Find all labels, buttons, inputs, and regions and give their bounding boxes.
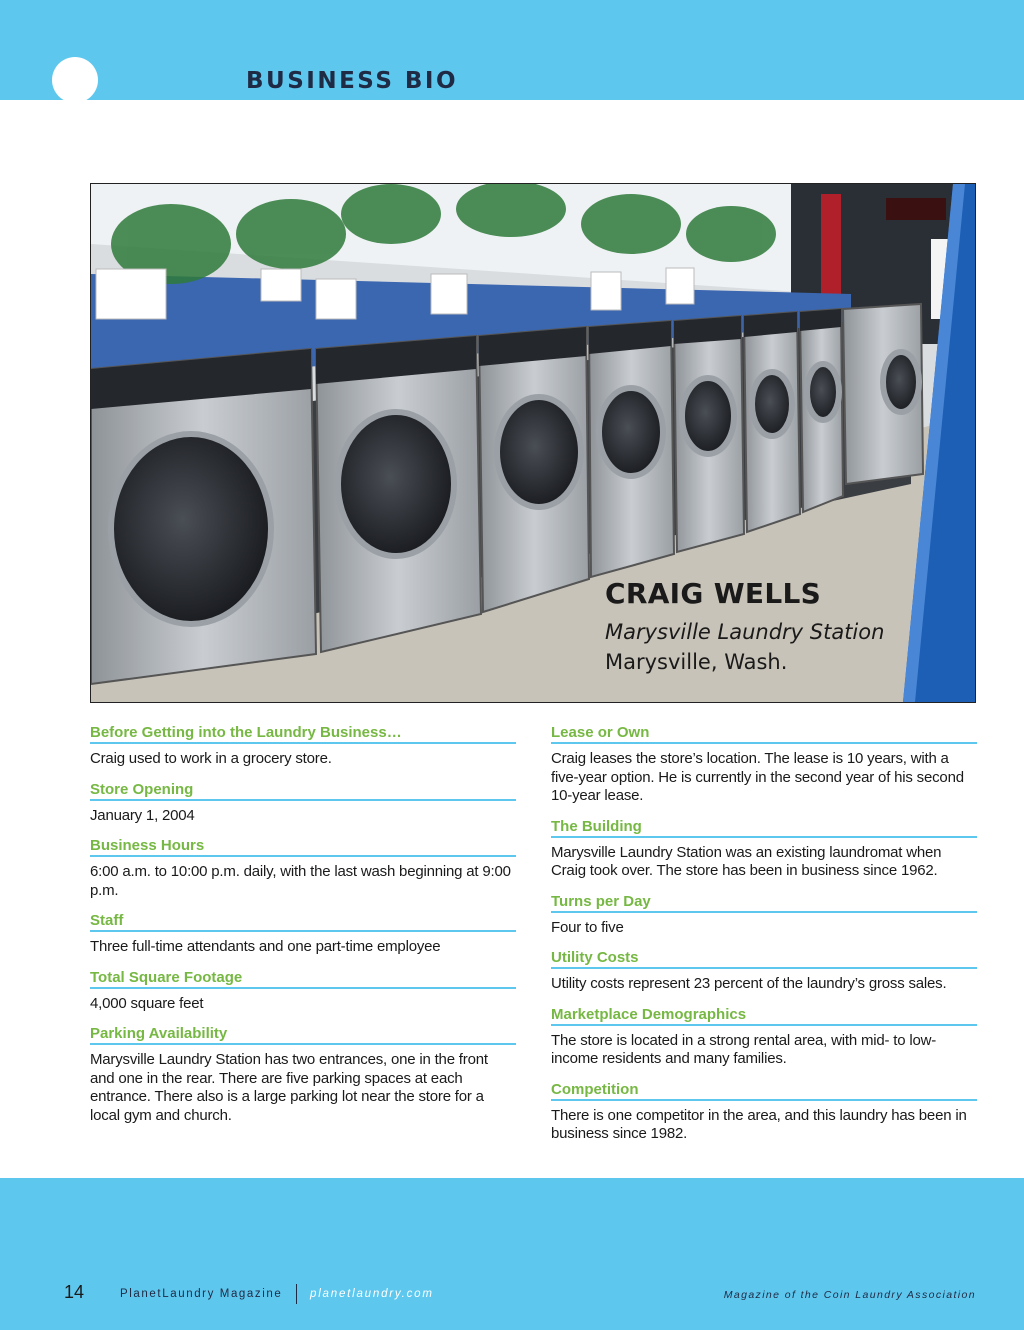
store-city: Marysville, Wash. bbox=[605, 650, 788, 674]
bio-item-heading: Total Square Footage bbox=[90, 969, 516, 989]
store-name: Marysville Laundry Station bbox=[605, 620, 885, 644]
bio-item-heading: Utility Costs bbox=[551, 949, 977, 969]
bio-item bbox=[551, 1081, 977, 1144]
left-column bbox=[90, 724, 516, 1137]
magazine-name: PlanetLaundry Magazine bbox=[120, 1288, 283, 1300]
bio-item-heading: Marketplace Demographics bbox=[551, 1006, 977, 1026]
bio-item bbox=[90, 912, 516, 957]
bio-item-body: January 1, 2004 bbox=[90, 806, 195, 824]
bio-item bbox=[551, 893, 977, 938]
bio-item bbox=[90, 1025, 516, 1125]
bio-item-heading: Business Hours bbox=[90, 837, 516, 857]
magazine-url-link[interactable]: planetlaundry.com bbox=[310, 1288, 434, 1300]
bio-item bbox=[551, 1006, 977, 1069]
bio-item-heading: Staff bbox=[90, 912, 516, 932]
laundromat-photo bbox=[90, 183, 976, 703]
owner-name: CRAIG WELLS bbox=[605, 577, 822, 610]
header-bar bbox=[0, 0, 1024, 100]
bio-item bbox=[551, 949, 977, 994]
page-number: 14 bbox=[64, 1282, 85, 1302]
footer-bar bbox=[0, 1178, 1024, 1330]
header-circle-decoration bbox=[52, 57, 98, 103]
bio-item-heading: Lease or Own bbox=[551, 724, 977, 744]
bio-item bbox=[551, 818, 977, 881]
bio-item-heading: Turns per Day bbox=[551, 893, 977, 913]
bio-item-body: There is one competitor in the area, and this laundry has been in business since 1982. bbox=[551, 1106, 967, 1142]
association-tagline: Magazine of the Coin Laundry Association bbox=[723, 1289, 976, 1301]
bio-item-heading: Store Opening bbox=[90, 781, 516, 801]
bio-item bbox=[551, 724, 977, 806]
bio-item-heading: Before Getting into the Laundry Business… bbox=[90, 724, 516, 744]
bio-item bbox=[90, 837, 516, 900]
bio-item-body: Marysville Laundry Station was an existing laundromat when Craig took over. The store has been in business since 1962. bbox=[551, 843, 942, 879]
bio-item-body: 6:00 a.m. to 10:00 p.m. daily, with the last wash beginning at 9:00 p.m. bbox=[90, 863, 511, 899]
bio-item-body: Utility costs represent 23 percent of the laundry’s gross sales. bbox=[551, 975, 947, 992]
right-column bbox=[551, 724, 977, 1156]
bio-item-heading: Parking Availability bbox=[90, 1025, 516, 1045]
photo-caption bbox=[605, 577, 884, 674]
bio-item-body: Craig leases the store’s location. The lease is 10 years, with a five-year option. He is currently in the second year of his second 10-year lease. bbox=[551, 750, 964, 804]
bio-item bbox=[90, 969, 516, 1014]
bio-item bbox=[90, 781, 516, 826]
bio-item-body: 4,000 square feet bbox=[90, 994, 204, 1012]
bio-item-body: Marysville Laundry Station has two entrances, one in the front and one in the rear. There are five parking spaces at each entrance. There also is a large parking lot near the store for a local gym and church. bbox=[90, 1051, 488, 1124]
bio-item-body: Three full-time attendants and one part-time employee bbox=[90, 938, 441, 955]
bio-item bbox=[90, 724, 516, 769]
bio-item-body: Craig used to work in a grocery store. bbox=[90, 750, 332, 767]
bio-item-heading: The Building bbox=[551, 818, 977, 838]
footer-divider bbox=[296, 1284, 297, 1304]
bio-item-body: Four to five bbox=[551, 918, 624, 936]
bio-item-body: The store is located in a strong rental area, with mid- to low-income residents and many families. bbox=[551, 1031, 937, 1067]
bio-item-heading: Competition bbox=[551, 1081, 977, 1101]
section-title: BUSINESS BIO bbox=[246, 68, 459, 94]
